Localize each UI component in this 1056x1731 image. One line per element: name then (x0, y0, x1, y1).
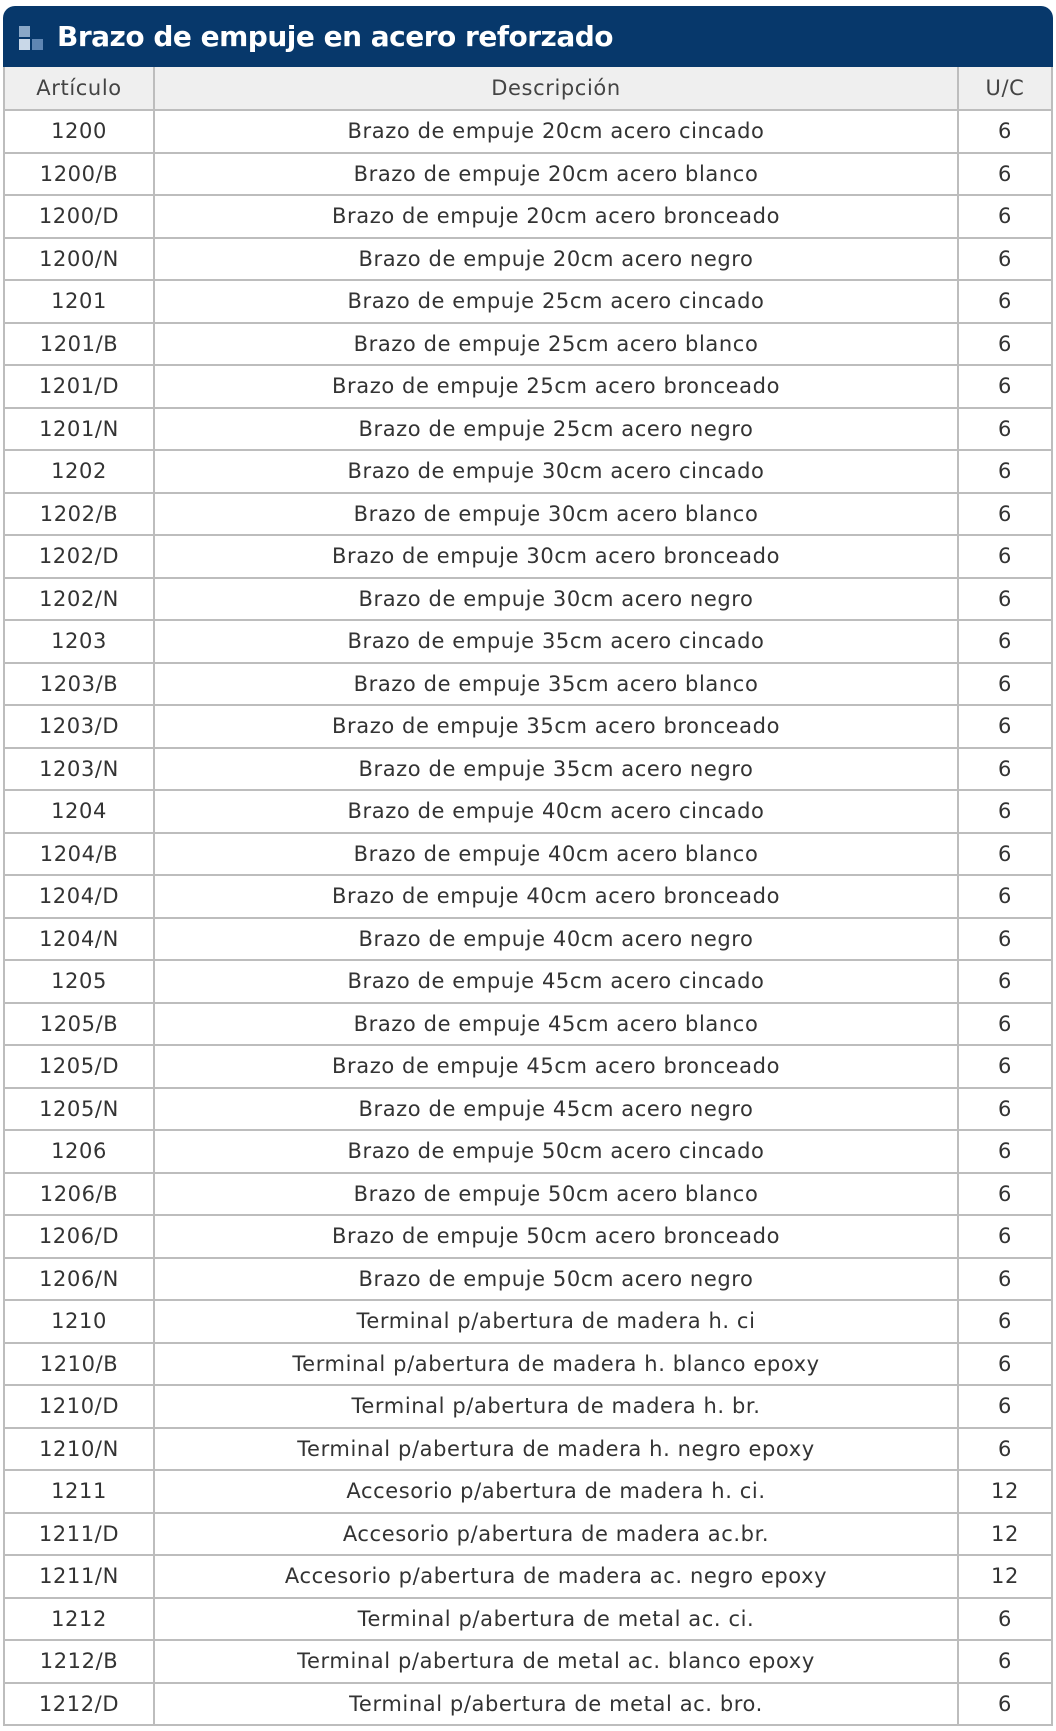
cell-articulo: 1204/B (3, 834, 155, 877)
cell-articulo: 1210 (3, 1301, 155, 1344)
table-row (3, 324, 1053, 367)
table-row (3, 1046, 1053, 1089)
cell-descripcion: Brazo de empuje 25cm acero blanco (155, 324, 959, 367)
table-row (3, 451, 1053, 494)
table-row (3, 749, 1053, 792)
table-row (3, 1471, 1053, 1514)
table-row (3, 494, 1053, 537)
cell-descripcion: Brazo de empuje 35cm acero blanco (155, 664, 959, 707)
cell-descripcion: Brazo de empuje 30cm acero blanco (155, 494, 959, 537)
cell-uc: 6 (959, 1386, 1053, 1429)
cell-uc: 6 (959, 324, 1053, 367)
cell-descripcion: Brazo de empuje 40cm acero negro (155, 919, 959, 962)
cell-uc: 6 (959, 749, 1053, 792)
cell-uc: 6 (959, 621, 1053, 664)
cell-uc: 6 (959, 579, 1053, 622)
table-row (3, 791, 1053, 834)
cell-articulo: 1204/D (3, 876, 155, 919)
table-row (3, 961, 1053, 1004)
cell-uc: 6 (959, 1599, 1053, 1642)
cell-descripcion: Brazo de empuje 30cm acero cincado (155, 451, 959, 494)
table-row (3, 1386, 1053, 1429)
cell-articulo: 1205 (3, 961, 155, 1004)
cell-descripcion: Brazo de empuje 25cm acero bronceado (155, 366, 959, 409)
panel-header (3, 6, 1053, 67)
cell-uc: 6 (959, 961, 1053, 1004)
cell-uc: 6 (959, 1089, 1053, 1132)
cell-descripcion: Brazo de empuje 50cm acero cincado (155, 1131, 959, 1174)
cell-articulo: 1203 (3, 621, 155, 664)
cell-descripcion: Terminal p/abertura de madera h. br. (155, 1386, 959, 1429)
cell-descripcion: Brazo de empuje 50cm acero bronceado (155, 1216, 959, 1259)
cell-articulo: 1211/N (3, 1556, 155, 1599)
table-body (3, 111, 1053, 1726)
cell-uc: 6 (959, 1429, 1053, 1472)
cell-articulo: 1204 (3, 791, 155, 834)
cell-articulo: 1211/D (3, 1514, 155, 1557)
cell-descripcion: Brazo de empuje 45cm acero bronceado (155, 1046, 959, 1089)
cell-descripcion: Brazo de empuje 50cm acero blanco (155, 1174, 959, 1217)
cell-uc: 6 (959, 536, 1053, 579)
cell-uc: 6 (959, 409, 1053, 452)
cell-articulo: 1200/N (3, 239, 155, 282)
cell-articulo: 1210/N (3, 1429, 155, 1472)
cell-descripcion: Brazo de empuje 25cm acero cincado (155, 281, 959, 324)
table-row (3, 1684, 1053, 1727)
cell-uc: 6 (959, 1131, 1053, 1174)
cell-articulo: 1204/N (3, 919, 155, 962)
column-header-descripcion: Descripción (155, 67, 959, 111)
cell-uc: 12 (959, 1471, 1053, 1514)
table-row (3, 1641, 1053, 1684)
table-row (3, 706, 1053, 749)
cell-descripcion: Terminal p/abertura de metal ac. ci. (155, 1599, 959, 1642)
table-row (3, 1259, 1053, 1302)
column-header-uc: U/C (959, 67, 1053, 111)
cell-descripcion: Brazo de empuje 45cm acero cincado (155, 961, 959, 1004)
cell-articulo: 1202/B (3, 494, 155, 537)
cell-descripcion: Brazo de empuje 40cm acero bronceado (155, 876, 959, 919)
cell-articulo: 1212/D (3, 1684, 155, 1727)
cell-articulo: 1202 (3, 451, 155, 494)
cell-articulo: 1206 (3, 1131, 155, 1174)
cell-articulo: 1212/B (3, 1641, 155, 1684)
table-row (3, 281, 1053, 324)
squares-icon (19, 26, 45, 52)
cell-descripcion: Brazo de empuje 20cm acero bronceado (155, 196, 959, 239)
cell-descripcion: Brazo de empuje 30cm acero bronceado (155, 536, 959, 579)
table-row (3, 1301, 1053, 1344)
table-row (3, 1004, 1053, 1047)
column-header-articulo: Artículo (3, 67, 155, 111)
cell-uc: 6 (959, 834, 1053, 877)
cell-uc: 6 (959, 1641, 1053, 1684)
table-row (3, 196, 1053, 239)
cell-uc: 6 (959, 154, 1053, 197)
cell-descripcion: Brazo de empuje 30cm acero negro (155, 579, 959, 622)
cell-descripcion: Terminal p/abertura de madera h. blanco epoxy (155, 1344, 959, 1387)
cell-uc: 6 (959, 1004, 1053, 1047)
cell-descripcion: Brazo de empuje 20cm acero blanco (155, 154, 959, 197)
cell-descripcion: Brazo de empuje 35cm acero negro (155, 749, 959, 792)
panel-title: Brazo de empuje en acero reforzado (57, 20, 614, 53)
table-row (3, 919, 1053, 962)
table-row (3, 1599, 1053, 1642)
cell-uc: 6 (959, 1344, 1053, 1387)
cell-articulo: 1200 (3, 111, 155, 154)
cell-articulo: 1212 (3, 1599, 155, 1642)
table-row (3, 239, 1053, 282)
cell-articulo: 1205/D (3, 1046, 155, 1089)
cell-uc: 6 (959, 281, 1053, 324)
cell-uc: 6 (959, 239, 1053, 282)
cell-descripcion: Terminal p/abertura de metal ac. bro. (155, 1684, 959, 1727)
cell-uc: 6 (959, 111, 1053, 154)
cell-descripcion: Brazo de empuje 50cm acero negro (155, 1259, 959, 1302)
table-header-row (3, 67, 1053, 111)
table-row (3, 876, 1053, 919)
cell-descripcion: Brazo de empuje 20cm acero negro (155, 239, 959, 282)
cell-descripcion: Brazo de empuje 35cm acero bronceado (155, 706, 959, 749)
table-row (3, 111, 1053, 154)
cell-articulo: 1205/N (3, 1089, 155, 1132)
table-row (3, 1089, 1053, 1132)
cell-articulo: 1202/D (3, 536, 155, 579)
cell-uc: 6 (959, 1046, 1053, 1089)
cell-articulo: 1200/B (3, 154, 155, 197)
cell-descripcion: Accesorio p/abertura de madera h. ci. (155, 1471, 959, 1514)
cell-descripcion: Brazo de empuje 40cm acero cincado (155, 791, 959, 834)
table-row (3, 579, 1053, 622)
cell-uc: 12 (959, 1556, 1053, 1599)
cell-descripcion: Terminal p/abertura de madera h. negro epoxy (155, 1429, 959, 1472)
table-row (3, 664, 1053, 707)
cell-articulo: 1201/B (3, 324, 155, 367)
cell-articulo: 1203/D (3, 706, 155, 749)
table-row (3, 834, 1053, 877)
cell-articulo: 1203/N (3, 749, 155, 792)
cell-descripcion: Accesorio p/abertura de madera ac.br. (155, 1514, 959, 1557)
cell-uc: 6 (959, 451, 1053, 494)
cell-articulo: 1206/D (3, 1216, 155, 1259)
cell-uc: 6 (959, 664, 1053, 707)
table-row (3, 621, 1053, 664)
cell-descripcion: Brazo de empuje 45cm acero negro (155, 1089, 959, 1132)
table-row (3, 1216, 1053, 1259)
table-row (3, 1131, 1053, 1174)
cell-uc: 6 (959, 366, 1053, 409)
cell-articulo: 1205/B (3, 1004, 155, 1047)
cell-articulo: 1201/N (3, 409, 155, 452)
table-row (3, 1344, 1053, 1387)
table-row (3, 1429, 1053, 1472)
cell-uc: 6 (959, 876, 1053, 919)
cell-articulo: 1211 (3, 1471, 155, 1514)
cell-articulo: 1202/N (3, 579, 155, 622)
cell-descripcion: Terminal p/abertura de metal ac. blanco epoxy (155, 1641, 959, 1684)
table-row (3, 1514, 1053, 1557)
cell-uc: 6 (959, 919, 1053, 962)
product-table (3, 67, 1053, 1726)
cell-uc: 12 (959, 1514, 1053, 1557)
cell-uc: 6 (959, 1174, 1053, 1217)
cell-uc: 6 (959, 494, 1053, 537)
cell-descripcion: Brazo de empuje 20cm acero cincado (155, 111, 959, 154)
cell-articulo: 1201 (3, 281, 155, 324)
table-row (3, 1174, 1053, 1217)
product-table-panel (3, 6, 1053, 1726)
table-row (3, 1556, 1053, 1599)
cell-articulo: 1200/D (3, 196, 155, 239)
table-row (3, 536, 1053, 579)
cell-uc: 6 (959, 196, 1053, 239)
cell-descripcion: Brazo de empuje 25cm acero negro (155, 409, 959, 452)
cell-descripcion: Brazo de empuje 35cm acero cincado (155, 621, 959, 664)
cell-uc: 6 (959, 706, 1053, 749)
cell-articulo: 1210/D (3, 1386, 155, 1429)
cell-articulo: 1201/D (3, 366, 155, 409)
cell-articulo: 1210/B (3, 1344, 155, 1387)
cell-articulo: 1203/B (3, 664, 155, 707)
cell-uc: 6 (959, 1301, 1053, 1344)
cell-descripcion: Brazo de empuje 45cm acero blanco (155, 1004, 959, 1047)
cell-articulo: 1206/B (3, 1174, 155, 1217)
cell-descripcion: Accesorio p/abertura de madera ac. negro epoxy (155, 1556, 959, 1599)
cell-uc: 6 (959, 1259, 1053, 1302)
cell-uc: 6 (959, 1216, 1053, 1259)
cell-descripcion: Brazo de empuje 40cm acero blanco (155, 834, 959, 877)
table-row (3, 154, 1053, 197)
table-row (3, 409, 1053, 452)
cell-descripcion: Terminal p/abertura de madera h. ci (155, 1301, 959, 1344)
cell-articulo: 1206/N (3, 1259, 155, 1302)
cell-uc: 6 (959, 791, 1053, 834)
cell-uc: 6 (959, 1684, 1053, 1727)
table-row (3, 366, 1053, 409)
